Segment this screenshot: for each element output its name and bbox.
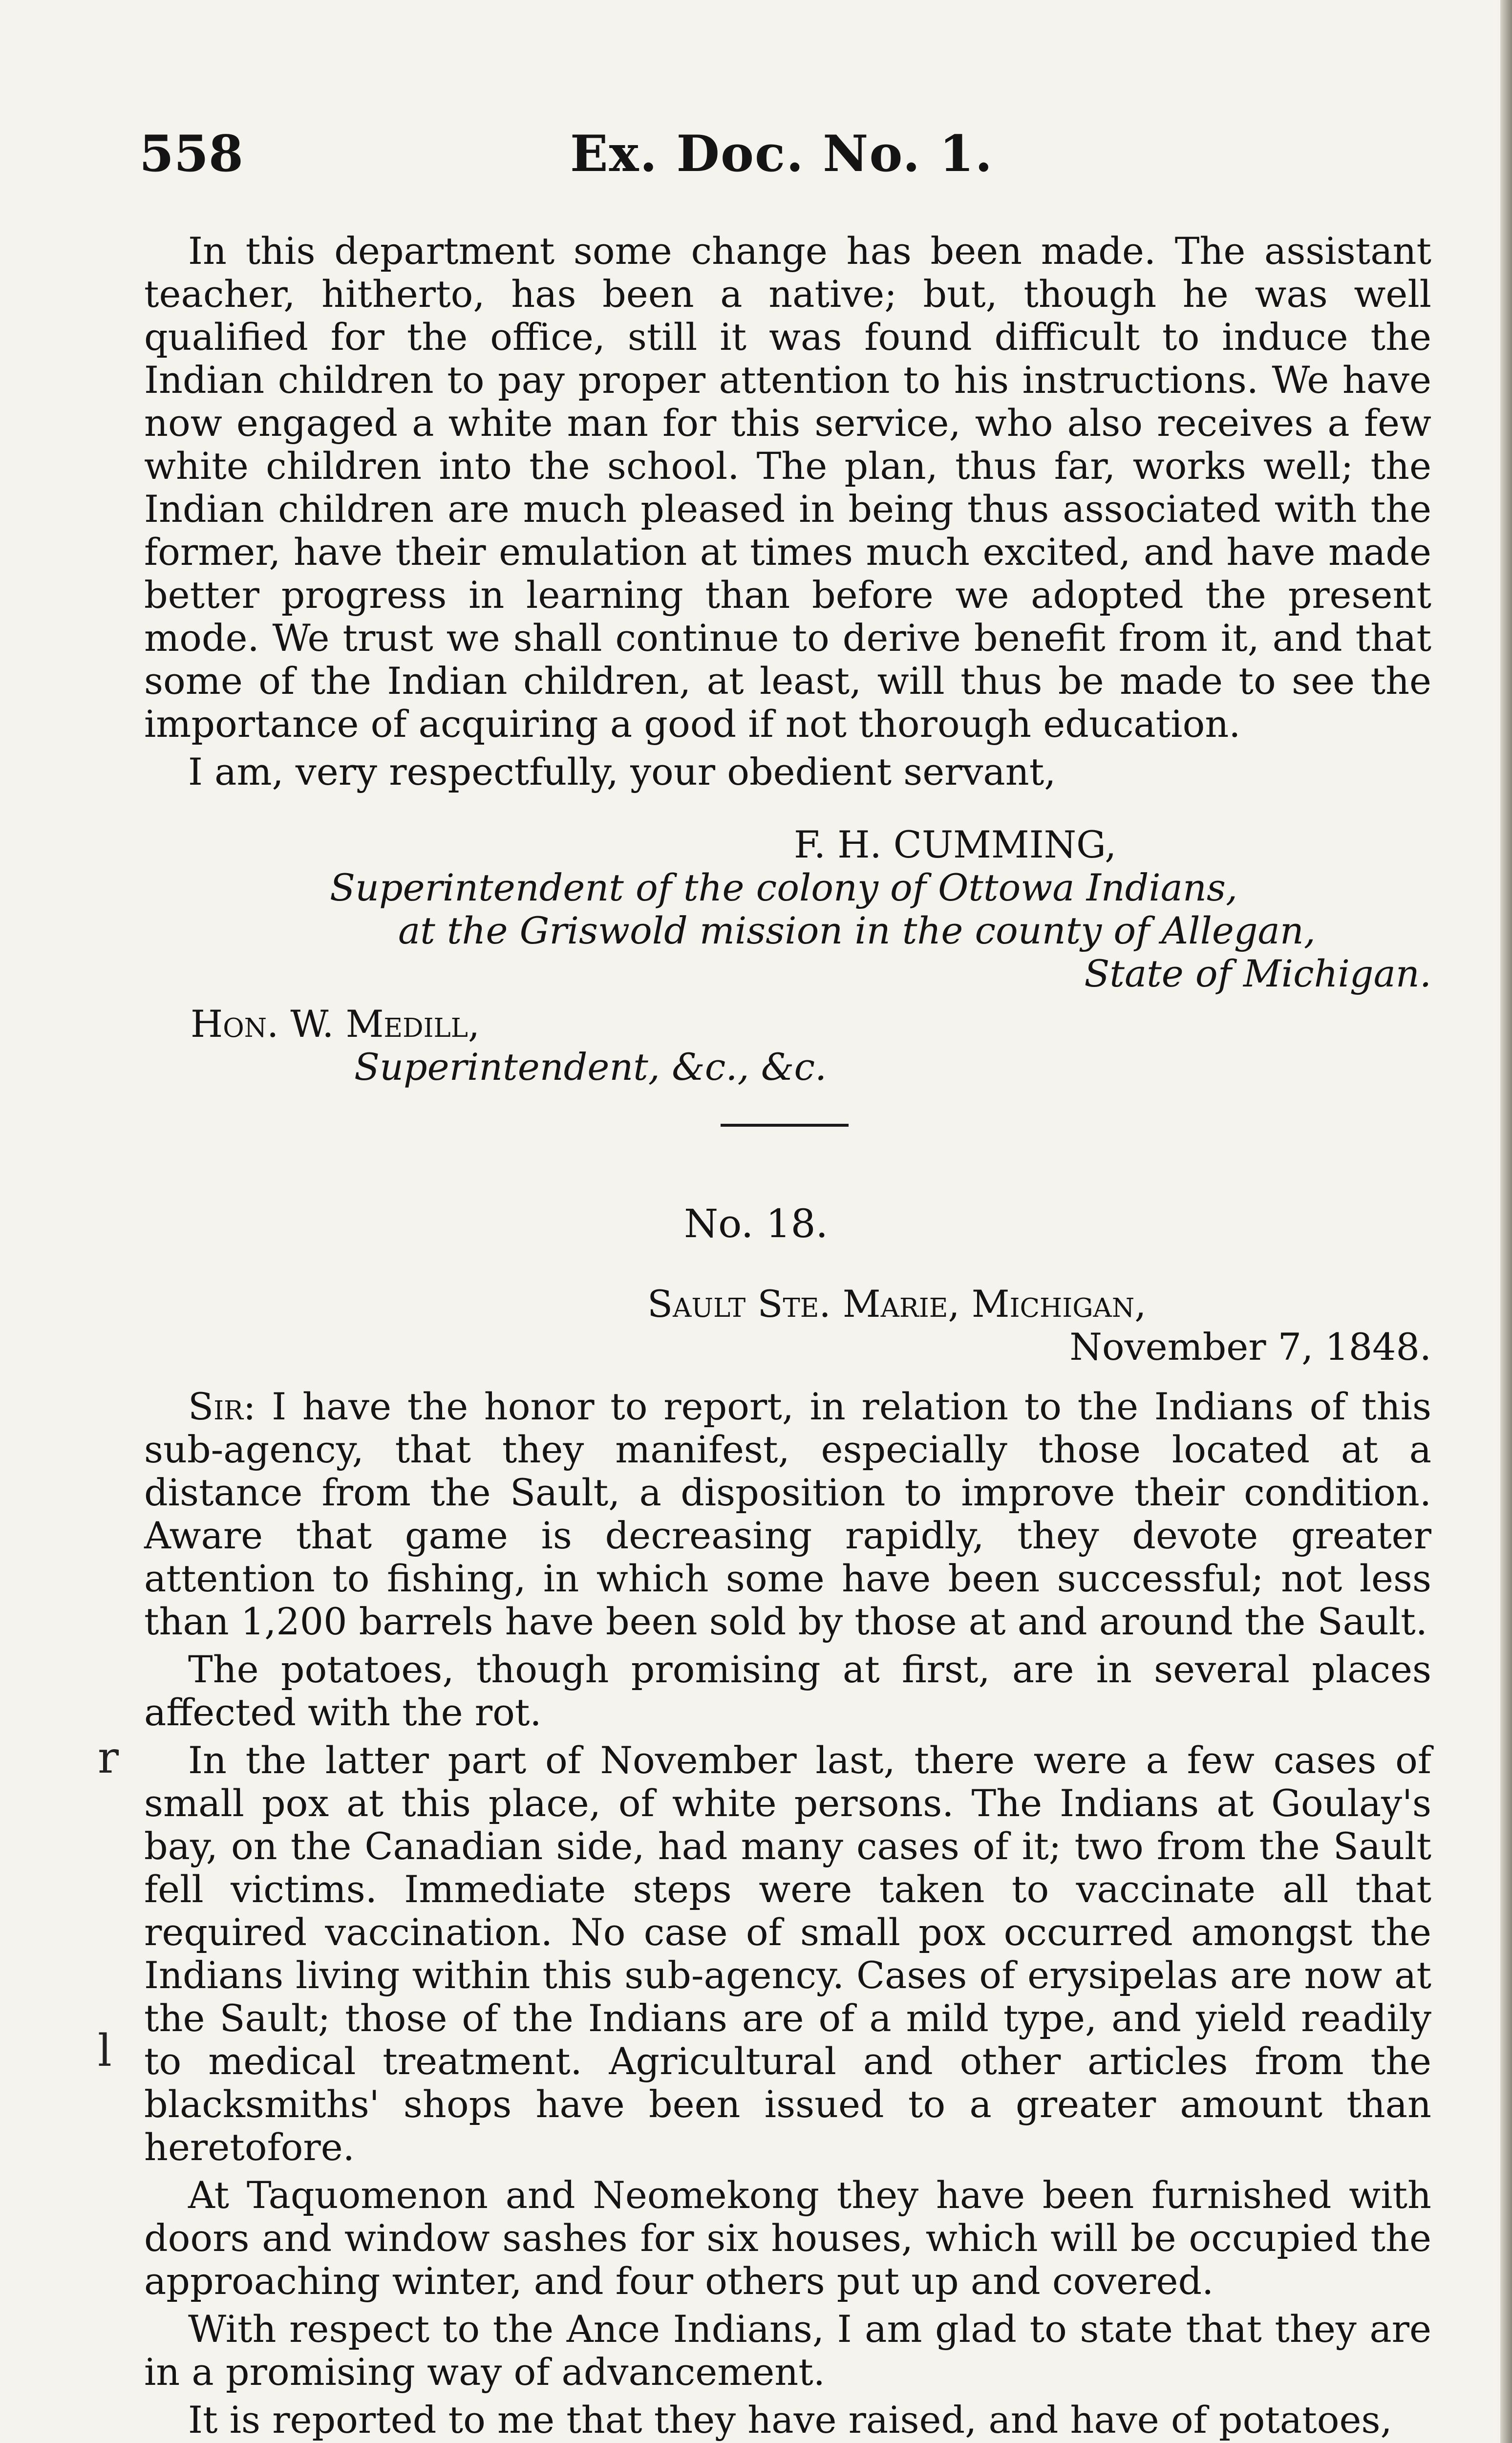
signer-title-line-2: at the Griswold mission in the county of Allegan, [398, 909, 1316, 952]
page-header [139, 122, 1424, 186]
letter-2-paragraph-1 [144, 1385, 1431, 1643]
letter-2-paragraph-6: It is reported to me that they have raised, and have of potatoes, [188, 2398, 1392, 2442]
signature-block [144, 823, 1431, 1089]
margin-mark-r: r [98, 1732, 119, 1783]
page-number: 558 [139, 125, 243, 183]
addressee-title: Superintendent, &c., &c. [354, 1045, 827, 1089]
dateline-place: Sault Ste. Marie, Michigan, [647, 1282, 1147, 1326]
letter-1-body [144, 230, 1431, 793]
letter-2-paragraph-4: At Taquomenon and Neomekong they have been furnished with doors and window sashes for six houses, which will be occupied the approaching winter, and four others put up and covered. [144, 2173, 1431, 2303]
dateline-date: November 7, 1848. [1069, 1325, 1431, 1369]
section-divider [721, 1124, 849, 1127]
letter-2-paragraph-5: With respect to the Ance Indians, I am glad to state that they are in a promising way of advancement. [144, 2307, 1431, 2394]
document-title: Ex. Doc. No. 1. [570, 125, 994, 183]
dateline [144, 1283, 1431, 1369]
letter-2-body [144, 1385, 1431, 2442]
salutation: Sir: [188, 1385, 256, 1428]
paragraph-text: I have the honor to report, in relation to the Indians of this sub-agency, that they manifest, especially those located at a distance from the Sault, a disposition to improve their condition. Aware that game is decreasing rapidly, they devote greater attention to fishing, in which some have been successful; not less than 1,200 barrels have been sold by those at and around the Sault. [144, 1385, 1431, 1643]
letter-2-paragraph-2: The potatoes, though promising at first, are in several places affected with the rot. [144, 1648, 1431, 1734]
signer-title-line-3: State of Michigan. [1084, 952, 1431, 995]
margin-mark-l: l [98, 2025, 112, 2077]
letter-1-closing: I am, very respectfully, your obedient servant, [188, 750, 1056, 793]
addressee-name: Hon. W. Medill, [191, 1002, 480, 1046]
letter-1-paragraph: In this department some change has been made. The assistant teacher, hitherto, has been a native; but, though he was well qualified for the office, still it was found difficult to induce the Indian children to pay proper attention to his instructions. We have now engaged a white man for this service, who also receives a few white children into the school. The plan, thus far, works well; the Indian children are much pleased in being thus associated with the former, have their emulation at times much excited, and have made better progress in learning than before we adopted the present mode. We trust we shall continue to derive benefit from it, and that some of the Indian children, at least, will thus be made to see the importance of acquiring a good if not thorough education. [144, 229, 1431, 746]
letter-number-heading: No. 18. [684, 1201, 828, 1246]
letter-2-paragraph-3: In the latter part of November last, there were a few cases of small pox at this place, of white persons. The Indians at Goulay's bay, on the Canadian side, had many cases of it; two from the Sault fell victims. Immediate steps were taken to vaccinate all that required vaccination. No case of small pox occurred amongst the Indians living within this sub-agency. Cases of erysipelas are now at the Sault; those of the Indians are of a mild type, and yield readily to medical treatment. Agricultural and other articles from the blacksmiths' shops have been issued to a greater amount than heretofore. [144, 1738, 1431, 2169]
signer-name: F. H. CUMMING, [794, 823, 1117, 866]
signer-title-line-1: Superintendent of the colony of Ottowa Indians, [330, 866, 1238, 909]
